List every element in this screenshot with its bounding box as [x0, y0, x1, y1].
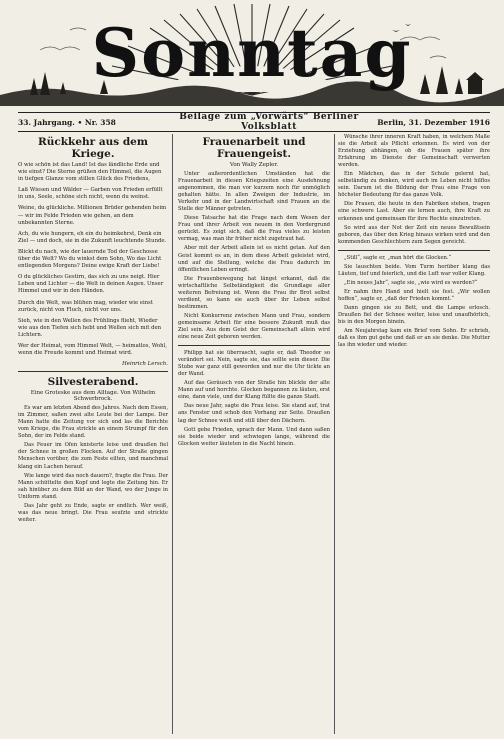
article-paragraph: Diese Tatsache hat die Frage nach dem Wesen der Frau und ihrer Arbeit von neuem in den Vordergrund gerückt. Es zeigt sich, daß die Frau vieles zu leisten vermag, was man ihr früher nicht zugetraut hat.: [178, 215, 330, 243]
article-continued-paragraph: Die Frauen, die heute in den Fabriken stehen, tragen eine schwere Last. Aber sie lernen auch, ihre Kraft zu erkennen und gemeinsam für ihre Rechte einzutreten.: [338, 201, 490, 222]
masthead: [0, 0, 504, 112]
supplement-line: Beilage zum „Vorwärts“ Berliner Volksblatt: [179, 112, 359, 132]
article-title: Frauenarbeit und Frauengeist.: [202, 136, 306, 160]
section-divider: [18, 371, 168, 372]
article-continued-paragraph: Wünsche ihrer inneren Kraft haben, in welchem Maße sie die Arbeit als Pflicht erkennen. Es wird von der Erziehung abhängen, ob die Frauen später ihre Erfahrung im Dienste der Gemeinschaft verwerten werden.: [338, 134, 490, 169]
column-left: [18, 134, 168, 734]
story-paragraph: Wie lange wird das noch dauern?, fragte die Frau. Der Mann schüttelte den Kopf und legte die Zeitung hin. Er sah hinüber zu dem Bild an der Wand, wo der Junge in Uniform stand.: [18, 472, 168, 500]
poem-stanza: Durch die Welt, was blühen mag, wieder wie einst zurück, nicht von Fluch, nicht vor uns.: [18, 299, 153, 313]
article-paragraph: Unter außerordentlichen Umständen hat die Frauenarbeit in diesen Kriegszeiten eine Ausdehnung angenommen, die man vor kurzem noch für unmöglich gehalten hätte. In allen Zweigen der Industrie, im Verkehr und in der Landwirtschaft sind Frauen an die Stelle der Männer getreten.: [178, 171, 330, 213]
article-continued-paragraph: So wird aus der Not der Zeit ein neues Bewußtsein geboren, das über den Krieg hinaus wirken wird und den kommenden Geschlechtern zum Segen gereicht.: [338, 224, 490, 245]
dialog-paragraph: Sie lauschten beide. Vom Turm herüber klang das Läuten, tief und feierlich, und die Luft war voller Klang.: [338, 263, 490, 277]
poem-stanza: O du glückliches Gestirn, das sich zu uns neigt. Hier Leben und Lichter — die Welt in deinen Augen. Unser Himmel und wir in den Händen.: [18, 274, 164, 295]
article-paragraph: Die Frauenbewegung hat längst erkannt, daß die wirtschaftliche Selbständigkeit die Grundlage aller weiteren Befreiung ist. Wenn die Frau ihr Brot selbst verdient, so kann sie auch über ihr Leben selbst bestimmen.: [178, 275, 330, 310]
story-title: Silvesterabend.: [47, 376, 139, 389]
dialog-paragraph: „Still“, sagte er, „man hört die Glocken.“: [344, 254, 452, 261]
poem-stanza: Wer der Heimat, vom Himmel Welt, — heimatlos, Wohl, wenn die Freude kommt und Heimat wird.: [18, 342, 167, 357]
issue-date: Berlin, 31. Dezember 1916: [377, 117, 490, 127]
poem-stanza: Weine, du glückliche. Millionen Brüder gehenden heim — wir im Felde Frieden wie gehen, an dem unbekannten Sterne.: [18, 205, 167, 226]
article-author: Von Wally Zepler.: [229, 162, 279, 168]
poem-body: [18, 162, 168, 357]
column-middle: [178, 134, 330, 734]
info-bar: [18, 112, 490, 132]
article-paragraph: Aber mit der Arbeit allein ist es nicht getan. Auf den Geist kommt es an, in dem diese Arbeit geleistet wird, und auf die Stellung, welche die Frau dadurch im öffentlichen Leben erringt.: [178, 245, 330, 273]
poem-stanza: Ach, du wie hungern, eh ein du heimkehrst, Denk ein Ziel — und doch, sie in die Zukunft leuchtende Stunde.: [18, 230, 167, 244]
masthead-title: Sonntag: [91, 14, 413, 92]
story-continued-paragraph: Gott gebe Frieden, sprach der Mann. Und dann saßen sie beide wieder und schwiegen lange, während die Glocken weiter läuteten in die Nacht hinein.: [178, 426, 330, 447]
poem-signature: Heinrich Lersch.: [122, 361, 168, 368]
dialog-paragraph: Am Neujahrstag kam ein Brief vom Sohn. Er schrieb, daß es ihm gut gehe und daß er an sie denke. Die Mutter las ihn wieder und wieder.: [338, 328, 490, 349]
dialog-paragraph: Dann gingen sie zu Bett, und die Lampe erlosch. Draußen fiel der Schnee weiter, leise und unaufhörlich, bis in den Morgen hinein.: [338, 304, 490, 326]
dialog-paragraph: Er nahm ihre Hand und hielt sie fest. „Wir wollen hoffen“, sagte er, „daß der Frieden kommt.“: [338, 288, 490, 302]
story-paragraph: Das Feuer im Ofen knisterte leise und draußen fiel der Schnee in großen Flocken. Auf der Straße gingen Menschen vorüber, die zum Feste eilten, und manchmal klang ein Lachen herauf.: [18, 442, 168, 470]
story-continued-paragraph: Philipp hat sie überrascht, sagte er, daß Theodor so verändert sei. Nein, sagte sie, das sollte sein dieser. Die Stube war ganz still geworden und nur die Uhr tickte an der Wand.: [178, 350, 330, 378]
poem-stanza: Laß Wiesen und Wälder — Garben von Frieden erfüllt in uns, Seele, schöne sich nicht, wenn du weinst.: [18, 187, 163, 201]
article-continued-paragraph: Ein Mädchen, das in der Schule gelernt hat, selbständig zu denken, wird auch im Leben nicht hilflos sein. Darum ist die Bildung der Frau eine Frage von höchster Bedeutung für das ganze Volk.: [338, 171, 490, 199]
poem-title: Rückkehr aus dem Kriege.: [38, 136, 148, 160]
section-divider: [338, 250, 490, 251]
story-subtitle: Eine Groteske aus dem Alltage. Von Wilhelm Schwerbrock.: [30, 390, 156, 403]
column-rule: [172, 134, 173, 734]
column-rule: [334, 134, 335, 734]
column-right: [338, 134, 490, 734]
dialog-paragraph: „Ein neues Jahr“, sagte sie, „wie wird es werden?“: [344, 279, 478, 286]
story-continued-paragraph: Auf das Geräusch von der Straße hin blickte der alte Mann auf und horchte. Glocken begannen zu läuten, erst eine, dann viele, und der Klang füllte die ganze Stadt.: [178, 380, 330, 401]
story-continued-paragraph: Das neue Jahr, sagte die Frau leise. Sie stand auf, trat ans Fenster und schob den Vorhang zur Seite. Draußen lag der Schnee weiß und still über den Dächern.: [178, 403, 330, 424]
issue-number: 33. Jahrgang. • Nr. 358: [18, 117, 116, 127]
poem-stanza: O wie schön ist das Land! Ist das ländliche Erde und wie einst? Die Sterne grüßen den Himmel, die Augen in tiefgen Glanze vom stillen Glück des Friedens,: [18, 162, 162, 183]
poem-stanza: Blickt du nach, wie der lauernde Tod der Geschosse über die Welt? Wo du winkst dem Sohn, Wo das Licht entlegenden Morgens? Deine ewige Kraft der Liebe!: [18, 248, 162, 270]
section-divider: [178, 345, 330, 346]
article-paragraph: Nicht Konkurrenz zwischen Mann und Frau, sondern gemeinsame Arbeit für eine bessere Zukunft muß das Ziel sein. Aus dem Geist der Gemeinschaft allein wird eine neue Zeit geboren werden.: [178, 312, 330, 341]
story-paragraph: Es war am letzten Abend des Jahres. Nach dem Essen, im Zimmer, saßen zwei alte Leute bei der Lampe. Der Mann hatte die Zeitung vor sich und las die Berichte vom Kriege, die Frau strickte an einem Strumpf für den Sohn, der im Felde stand.: [18, 405, 168, 440]
poem-stanza: Sieh, wie in den Wellen des Frühlings flieht, Wieder wie aus den Tiefen sich hebt und Wellen sich mit den Lichtern.: [18, 317, 162, 338]
story-paragraph: Das Jahr geht zu Ende, sagte er endlich. Wer weiß, was das neue bringt. Die Frau seufzte und strickte weiter.: [18, 502, 168, 523]
